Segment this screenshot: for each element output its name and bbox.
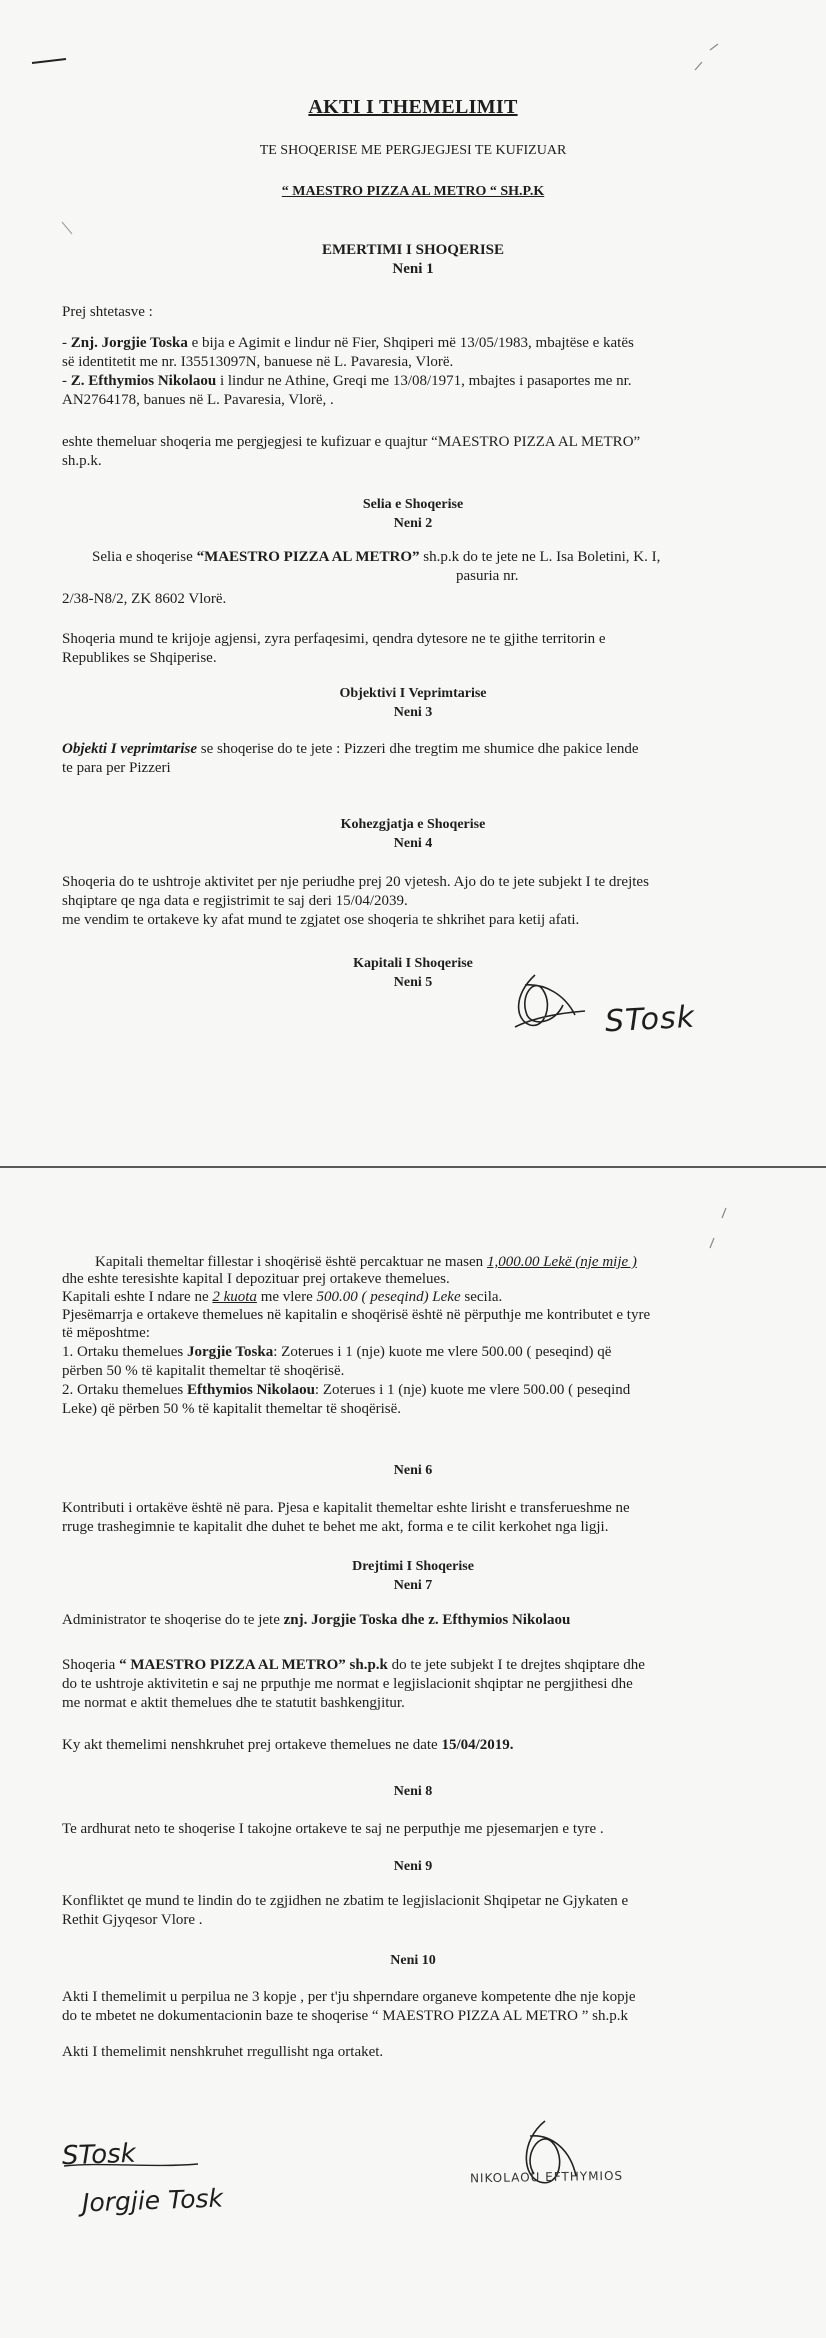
founding-statement-line1: eshte themeluar shoqeria me pergjegjesi te kufizuar e quajtur “MAESTRO PIZZA AL METRO”: [62, 434, 641, 450]
founders-intro: Prej shtetasve :: [62, 304, 153, 320]
document-page-2: [0, 1166, 826, 2338]
partner-2-line2: Leke) që përben 50 % të kapitalit themeltar të shoqërisë.: [62, 1401, 402, 1417]
title-block: [0, 96, 826, 119]
conflicts-line2: Rethit Gjyqesor Vlore .: [62, 1912, 203, 1928]
partner-1-name: Jorgjie Toska: [186, 1344, 274, 1360]
signing-date-line: Ky akt themelimi nenshkruhet prej ortakeve themelues ne date 15/04/2019.: [62, 1737, 514, 1753]
duration-line3: me vendim te ortakeve ky afat mund te zgjatet ose shoqeria te shkrihet para ketij afati.: [62, 912, 580, 928]
company-law-line1: Shoqeria “ MAESTRO PIZZA AL METRO” sh.p.k do te jete subjekt I te drejtes shqiptare dhe: [62, 1657, 645, 1673]
signature-toska-1: STosk: [604, 999, 696, 1040]
section-1-neni: Neni 1: [392, 261, 434, 277]
document-page-1: [0, 0, 826, 1166]
seat-line2: pasuria nr.: [456, 568, 519, 584]
seat-line1: Selia e shoqerise “MAESTRO PIZZA AL METRO” sh.p.k do te jete ne L. Isa Boletini, K. I,: [92, 549, 661, 565]
copies-line1: Akti I themelimit u perpilua ne 3 kopje , per t'ju shperndare organeve kompetente dhe nje kopje: [62, 1989, 636, 2005]
contribution-line1: Kontributi i ortakëve është në para. Pjesa e kapitalit themeltar eshte lirisht e transferueshme ne: [62, 1500, 630, 1516]
participation-line2: të mëposhtme:: [62, 1325, 150, 1341]
section-4-heading: Kohezgjatja e Shoqerise: [340, 817, 486, 832]
founder-2-name: Z. Efthymios Nikolaou: [70, 373, 217, 389]
section-5-neni: Neni 5: [393, 975, 433, 990]
conflicts-line1: Konfliktet qe mund te lindin do te zgjidhen ne zbatim te legjislacionit Shqipetar ne Gjykaten e: [62, 1893, 629, 1909]
administrator-line: Administrator te shoqerise do te jete znj. Jorgjie Toska dhe z. Efthymios Nikolaou: [62, 1612, 571, 1628]
section-2-neni: Neni 2: [393, 516, 433, 531]
objective-line2: te para per Pizzeri: [62, 760, 171, 776]
scan-speck: [700, 1198, 740, 1258]
capital-line3: Kapitali eshte I ndare ne 2 kuota me vlere 500.00 ( peseqind) Leke secila.: [62, 1289, 503, 1305]
signature-toska-name: Jorgjie Tosk: [81, 2183, 224, 2218]
document-title: AKTI I THEMELIMIT: [308, 96, 518, 118]
capital-amount: 1,000.00 Lekë (nje mije ): [486, 1254, 637, 1270]
section-6-neni: Neni 6: [393, 1463, 433, 1478]
partner-2-line1: 2. Ortaku themelues Efthymios Nikolaou: Zoterues i 1 (nje) kuote me vlere 500.00 ( peseqind: [62, 1382, 631, 1398]
signature-toska-2: STosk: [61, 2138, 137, 2172]
section-5-heading: Kapitali I Shoqerise: [353, 956, 473, 971]
objective-line1: Objekti I veprimtarise se shoqerise do te jete : Pizzeri dhe tregtim me shumice dhe pakice lende: [62, 741, 639, 757]
signing-date: 15/04/2019.: [441, 1737, 514, 1753]
capital-line1: Kapitali themeltar fillestar i shoqërisë është percaktuar ne masen 1,000.00 Lekë (nje mije ): [95, 1254, 637, 1270]
copies-line2: do te mbetet ne dokumentacionin baze te shoqerise “ MAESTRO PIZZA AL METRO ” sh.p.k: [62, 2008, 629, 2024]
founder-2-line2: AN2764178, banues në L. Pavaresia, Vlorë, .: [62, 392, 334, 408]
section-7-heading: Drejtimi I Shoqerise: [352, 1559, 474, 1574]
seat-line3: 2/38-N8/2, ZK 8602 Vlorë.: [62, 591, 227, 607]
section-8-neni: Neni 8: [393, 1784, 433, 1799]
company-law-line2: do te ushtroje aktivitetin e saj ne prputhje me normat e legjislacionit shqiptar ne pergjithesi dhe: [62, 1676, 633, 1692]
section-2-heading: Selia e Shoqerise: [362, 497, 464, 512]
net-income-line: Te ardhurat neto te shoqerise I takojne ortakeve te saj ne perputhje me pjesemarjen e tyre .: [62, 1821, 604, 1837]
objective-label: Objekti I veprimtarise: [62, 741, 197, 757]
signature-nikolaou-name: NIKOLAOU EFTHYMIOS: [469, 2168, 624, 2186]
founder-1-line2: së identitetit me nr. I35513097N, banuese në L. Pavaresia, Vlorë.: [62, 354, 454, 370]
pen-mark: [30, 55, 70, 67]
contribution-line2: rruge trashegimnie te kapitalit dhe duhet te behet me akt, forma e te cilit kerkohet nga ligji.: [62, 1519, 609, 1535]
founder-1-line1: - Znj. Jorgjie Toska e bija e Agimit e lindur në Fier, Shqiperi më 13/05/1983, mbajtëse e katës: [62, 335, 634, 351]
capital-line2: dhe eshte teresishte kapital I depozituar prej ortakeve themelues.: [62, 1271, 450, 1287]
administrator-names: znj. Jorgjie Toska dhe z. Efthymios Nikolaou: [283, 1612, 571, 1628]
seat-company-name: “MAESTRO PIZZA AL METRO”: [196, 549, 420, 565]
scan-speck: [690, 40, 730, 80]
company-law-name: “ MAESTRO PIZZA AL METRO” sh.p.k: [119, 1657, 388, 1673]
section-3-heading: Objektivi I Veprimtarise: [339, 686, 487, 701]
company-law-line3: me normat e aktit themelues dhe te statutit bashkengjitur.: [62, 1695, 405, 1711]
signature-efthymios-1: [505, 965, 595, 1040]
founder-2-line1: - Z. Efthymios Nikolaou i lindur ne Athine, Greqi me 13/08/1971, mbajtes i pasaportes me nr.: [62, 373, 632, 389]
quota-value: 500.00 ( peseqind) Leke: [316, 1289, 461, 1305]
scan-speck: [60, 220, 80, 240]
signature-underline: [62, 2160, 202, 2170]
section-4-neni: Neni 4: [393, 836, 433, 851]
document-subtitle: TE SHOQERISE ME PERGJEGJESI TE KUFIZUAR: [259, 143, 567, 158]
duration-line1: Shoqeria do te ushtroje aktivitet per nje periudhe prej 20 vjetesh. Ajo do te jete subjekt I te drejtes: [62, 874, 649, 890]
quota-count: 2 kuota: [212, 1289, 257, 1305]
section-9-neni: Neni 9: [393, 1859, 433, 1874]
participation-line1: Pjesëmarrja e ortakeve themelues në kapitalin e shoqërisë është në përputhje me kontributet e tyre: [62, 1307, 651, 1323]
duration-line2: shqiptare qe nga data e regjistrimit te saj deri 15/04/2039.: [62, 893, 408, 909]
section-7-neni: Neni 7: [393, 1578, 433, 1593]
signed-regularly-line: Akti I themelimit nenshkruhet rregullisht nga ortaket.: [62, 2044, 384, 2060]
agencies-line1: Shoqeria mund te krijoje agjensi, zyra perfaqesimi, qendra dytesore ne te gjithe territorin e: [62, 631, 606, 647]
section-10-neni: Neni 10: [390, 1953, 436, 1968]
company-name-heading: “ MAESTRO PIZZA AL METRO “ SH.P.K: [281, 184, 545, 199]
partner-1-line1: 1. Ortaku themelues Jorgjie Toska: Zoterues i 1 (nje) kuote me vlere 500.00 ( peseqind) që: [62, 1344, 612, 1360]
partner-2-name: Efthymios Nikolaou: [186, 1382, 315, 1398]
section-3-neni: Neni 3: [393, 705, 433, 720]
founder-1-name: Znj. Jorgjie Toska: [70, 335, 188, 351]
partner-1-line2: përben 50 % të kapitalit themeltar të shoqërisë.: [62, 1363, 345, 1379]
section-1-heading: EMERTIMI I SHOQERISE: [321, 242, 504, 258]
founding-statement-line2: sh.p.k.: [62, 453, 102, 469]
agencies-line2: Republikes se Shqiperise.: [62, 650, 217, 666]
